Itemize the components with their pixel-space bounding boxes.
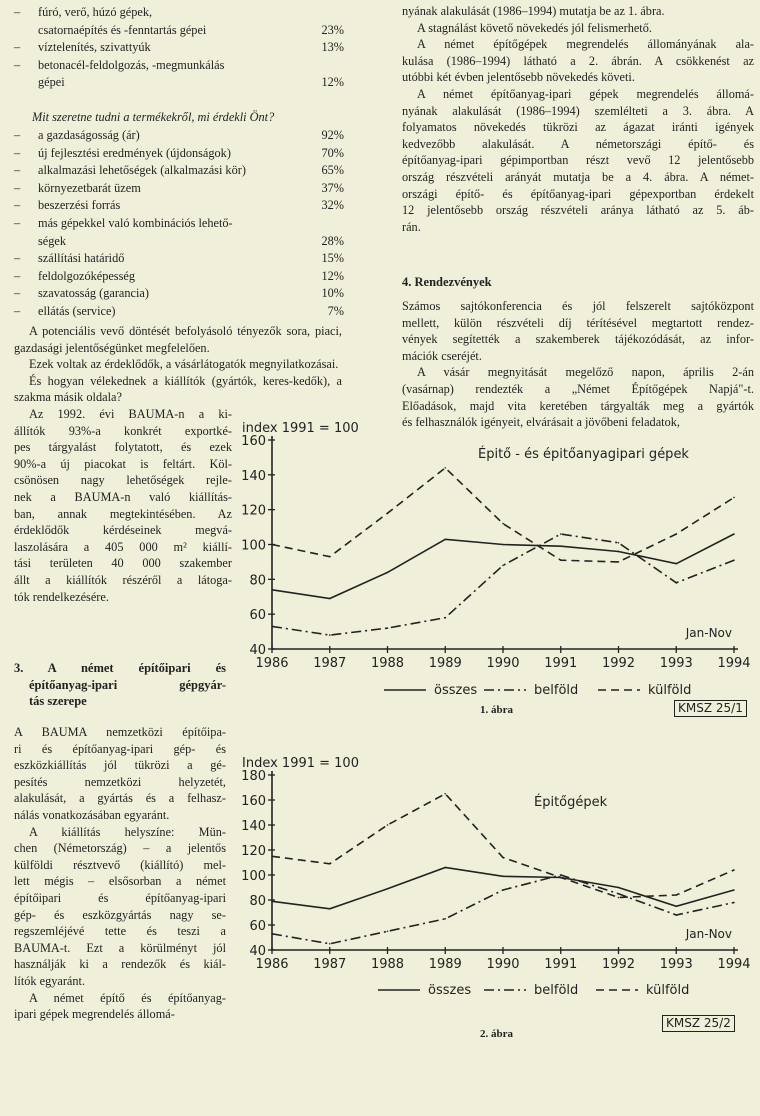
text-line: lítók egyaránt.: [14, 973, 86, 988]
text-line: tás szerepe: [29, 694, 87, 709]
series-line-összes: [272, 868, 734, 909]
data-point: [675, 582, 677, 584]
data-point: [271, 589, 273, 591]
list-dash: –: [14, 180, 21, 195]
data-point: [502, 875, 504, 877]
list-item: [14, 162, 344, 179]
list-item: [14, 180, 344, 197]
text-line: ri és építőanyag-ipari gép- és: [14, 741, 226, 756]
text-line: A vásár megnyitását megelőző napon, április 2-án: [417, 365, 754, 380]
list-item-percent: 12%: [321, 75, 344, 90]
y-tick-label: 80: [249, 573, 266, 589]
text-line: pesítés nemzetközi helyzetét,: [14, 774, 226, 789]
data-point: [560, 877, 562, 879]
data-point: [444, 793, 446, 795]
list-item-percent: 28%: [321, 233, 344, 248]
list-item-percent: 37%: [321, 180, 344, 195]
text-line: mációk cseréjét.: [402, 348, 482, 363]
data-point: [444, 538, 446, 540]
list-dash: –: [14, 198, 21, 213]
text-line: ipari gépek megrendelés állomá-: [14, 1007, 175, 1022]
list-item-percent: 7%: [327, 304, 344, 318]
data-point: [387, 512, 389, 514]
data-point: [675, 894, 677, 896]
chart-2: [238, 742, 760, 1022]
paragraph-text: A potenciális vevő döntését befolyásoló tényezők sora, piaci, gazdasági jelentőségünket megfelelően.: [14, 324, 342, 355]
list-item: [14, 4, 344, 21]
data-point: [444, 617, 446, 619]
text-line: Az 1992. évi BAUMA-n a ki-: [29, 407, 232, 421]
series-line-külföld: [272, 468, 734, 562]
chart-1-caption: 1. ábra: [480, 704, 513, 716]
y-tick-label: 40: [249, 944, 266, 959]
data-point: [618, 887, 620, 889]
x-tick-label: 1992: [601, 656, 636, 671]
text-line: A német építőanyag-ipari gépek megrendelés állomá-: [417, 86, 754, 101]
y-tick-label: 120: [241, 503, 266, 519]
list-item-text: betonacél-feldolgozás, -megmunkálás: [38, 57, 225, 72]
data-point: [560, 559, 562, 561]
list-item: [14, 268, 344, 285]
question-text: Mit szeretne tudni a termékekről, mi érdekli Önt?: [32, 110, 275, 124]
text-line: építőanyag-ipari gépimportban részt vevő 12 jelentősebb: [402, 153, 754, 168]
data-point: [618, 542, 620, 544]
text-line: regszemléjévé tette és teszi a: [14, 924, 226, 939]
list-item: [14, 57, 344, 74]
list-item: [14, 197, 344, 214]
list-dash: –: [14, 163, 21, 178]
chart-1: [238, 412, 760, 712]
list-dash: –: [14, 286, 21, 301]
x-tick-label: 1987: [313, 656, 347, 671]
y-tick-label: 80: [249, 894, 266, 909]
text-line: nek a BAUMA-n való kiállítás-: [14, 489, 232, 504]
y-tick-label: 100: [241, 538, 266, 554]
data-point: [329, 634, 331, 636]
section4-heading: 4. Rendezvények: [402, 275, 492, 289]
data-point: [387, 627, 389, 629]
text-line: nyának alakulását (1986–1994) mutatja be az 1. ábra.: [402, 4, 665, 18]
y-axis-label: Index 1991 = 100: [242, 756, 359, 771]
data-point: [387, 572, 389, 574]
list-item-text: feldolgozóképesség: [38, 268, 135, 283]
data-point: [329, 556, 331, 558]
list-dash: –: [14, 128, 21, 142]
x-tick-label: 1990: [486, 957, 520, 972]
text-line: 90%-a új piacokat is feltárt. Köl-: [14, 456, 232, 471]
data-point: [271, 544, 273, 546]
text-line: Előadások, majd vita keretében tárgyalták meg a gyártók: [402, 398, 754, 413]
text-line: nyának alakulását (1986–1994) szemlélteti a 3. ábra. A: [402, 103, 754, 118]
y-tick-label: 120: [241, 844, 266, 859]
legend-label: külföld: [648, 683, 692, 698]
list-item-percent: 65%: [321, 163, 344, 178]
text-line: eszközkiállítás jól tükrözi a gé-: [14, 758, 226, 773]
list-item: [14, 250, 344, 267]
text-line: gép- és eszközgyártás nagy se-: [14, 907, 226, 922]
data-point: [733, 889, 735, 891]
data-point: [502, 857, 504, 859]
legend-label: összes: [434, 683, 478, 698]
series-line-belföld: [272, 534, 734, 635]
data-point: [329, 863, 331, 865]
list-item-text: ségek: [38, 233, 66, 248]
x-tick-label: 1992: [601, 957, 636, 972]
paragraph-potential-buyer: [14, 323, 342, 406]
list-item-percent: 92%: [321, 128, 344, 142]
text-line: nálás vonatkozásában egyaránt.: [14, 807, 170, 822]
list-item-text: környezetbarát üzem: [38, 180, 141, 195]
y-tick-label: 180: [241, 769, 266, 784]
data-point: [675, 563, 677, 565]
paragraph-text: És hogyan vélekednek a kiállítók (gyártók, keres-kedők), a szakma másik oldala?: [14, 373, 342, 405]
data-point: [329, 943, 331, 945]
list-item: [14, 127, 344, 144]
text-line: 3. A német építőipari és: [14, 661, 226, 675]
series-line-külföld: [272, 794, 734, 898]
text-line: kedvezőbb alakulását. A németországi építő- és: [402, 136, 754, 151]
x-tick-label: 1993: [659, 957, 693, 972]
list-item: [14, 145, 344, 162]
chart-1-badge: KMSZ 25/1: [674, 700, 747, 717]
text-line: vények segítették a szakemberek tájékozódását, az infor-: [402, 332, 754, 347]
data-point: [271, 855, 273, 857]
list-item-percent: 32%: [321, 198, 344, 213]
text-line: állítók 93%-a konkrét exportké-: [14, 423, 232, 438]
text-line: ország részvételi arányát mutatja be a 4. ábra. A német-: [402, 169, 754, 184]
list-dash: –: [14, 57, 21, 72]
list-item-percent: 15%: [321, 251, 344, 266]
x-tick-label: 1986: [255, 957, 289, 972]
x-tick-label: 1991: [544, 957, 578, 972]
data-point: [733, 869, 735, 871]
chart-2-caption: 2. ábra: [480, 1028, 513, 1040]
list-dash: –: [14, 268, 21, 283]
chart-2-badge: KMSZ 25/2: [662, 1015, 735, 1032]
data-point: [444, 918, 446, 920]
x-tick-label: 1987: [313, 957, 347, 972]
legend-label: összes: [428, 983, 472, 998]
list-item-text: víztelenítés, szivattyúk: [38, 40, 151, 55]
x-note: Jan-Nov: [685, 626, 732, 640]
text-line: A BAUMA nemzetközi építőipa-: [14, 725, 226, 739]
data-point: [444, 467, 446, 469]
text-line: A német építő és építőanyag-: [29, 990, 226, 1005]
list-item-text: alkalmazási lehetőségek (alkalmazási kör): [38, 163, 246, 178]
data-point: [733, 559, 735, 561]
data-point: [271, 933, 273, 935]
list-dash: –: [14, 145, 21, 160]
series-line-összes: [272, 534, 734, 599]
y-tick-label: 40: [249, 643, 266, 658]
list-item-percent: 12%: [321, 268, 344, 283]
list-item-text: gépei: [38, 75, 65, 90]
y-tick-label: 100: [241, 869, 266, 884]
list-item: [14, 22, 344, 39]
text-line: országi építő- és építőanyag-ipari gépexportban érdekelt: [402, 186, 754, 201]
y-tick-label: 60: [249, 919, 266, 934]
text-line: folyamatos növekedés tükrözi az ágazat iránti igények: [402, 120, 754, 135]
paragraph-bauma-1992: [14, 406, 232, 605]
x-tick-label: 1994: [717, 957, 751, 972]
list-item-text: ellátás (service): [38, 304, 116, 318]
list-dash: –: [14, 304, 21, 318]
text-line: használják ki a rendezők és kiál-: [14, 957, 226, 972]
data-point: [387, 824, 389, 826]
text-line: kulása (1986–1994) látható a 2. ábrán. A csökkenést az: [402, 53, 754, 68]
list-item-text: a gazdaságosság (ár): [38, 128, 140, 142]
data-point: [502, 544, 504, 546]
text-line: alakulását, a gyártás és a felhasz-: [14, 791, 226, 806]
data-point: [618, 893, 620, 895]
text-line: (vasárnap) rendezték a „Német Építőgépek Napjá"-t.: [402, 381, 754, 396]
legend-label: belföld: [534, 983, 579, 998]
section3-heading: [14, 660, 226, 710]
list-item-percent: 23%: [321, 22, 344, 37]
chart-title: Épitőgépek: [534, 795, 608, 810]
data-point: [502, 889, 504, 891]
text-line: tási területen 40 000 szakember: [14, 556, 232, 571]
list-item-text: új fejlesztési eredmények (újdonságok): [38, 145, 231, 160]
text-line: laszolására a 405 000 m² kiállí-: [14, 539, 232, 554]
x-tick-label: 1991: [544, 656, 578, 671]
data-point: [502, 565, 504, 567]
list-item-percent: 13%: [321, 40, 344, 55]
data-point: [387, 888, 389, 890]
data-point: [502, 523, 504, 525]
list-item-text: szállítási határidő: [38, 251, 125, 266]
legend-label: külföld: [646, 983, 690, 998]
text-line: építőipari és építőanyag-ipari: [14, 890, 226, 905]
list-dash: –: [14, 251, 21, 266]
data-point: [733, 902, 735, 904]
data-point: [271, 626, 273, 628]
text-line: A stagnálást követő növekedés jól felismerhető.: [417, 20, 652, 35]
y-tick-label: 160: [241, 434, 266, 449]
text-line: 12 jelentősebb ország részvételi aránya látható az 5. áb-: [402, 203, 754, 218]
text-line: chen (Németország) – a jelentős: [14, 841, 226, 856]
x-tick-label: 1994: [717, 656, 751, 671]
legend-label: belföld: [534, 683, 579, 698]
data-point: [733, 533, 735, 535]
x-tick-label: 1988: [370, 957, 405, 972]
data-point: [271, 900, 273, 902]
text-line: Számos sajtókonferencia és jól felszerelt sajtóközpont: [402, 299, 754, 313]
text-line: építőanyag-ipari gépgyár-: [29, 677, 226, 692]
text-line: BAUMA-t. Ezt a körülményt jól: [14, 940, 226, 955]
list-item-text: más gépekkel való kombinációs lehető-: [38, 216, 233, 230]
list-item-text: szavatosság (garancia): [38, 286, 149, 301]
text-line: állt a kiállítók részéről a látoga-: [14, 572, 232, 587]
data-point: [675, 533, 677, 535]
x-note: Jan-Nov: [685, 927, 732, 941]
list-item: [14, 39, 344, 56]
paragraph-text: Ezek voltak az érdeklődők, a vásárlátogatók megnyilatkozásai.: [29, 357, 339, 372]
right-paragraphs: [402, 3, 754, 235]
data-point: [675, 905, 677, 907]
list-item: [14, 215, 344, 232]
list-item: [14, 74, 344, 91]
chart-title: Épitő - és épitőanyagipari gépek: [478, 447, 689, 462]
list-dash: –: [14, 5, 21, 19]
text-line: rán.: [402, 219, 421, 234]
text-line: mellett, külön részvételi díj térítésével megtartott rendez-: [402, 315, 754, 330]
y-tick-label: 160: [241, 794, 266, 809]
data-point: [733, 497, 735, 499]
text-line: tók rendelkezésére.: [14, 589, 109, 604]
x-tick-label: 1990: [486, 656, 520, 671]
section3-body: [14, 724, 226, 1023]
list-item-text: csatornaépítés és -fenntartás gépei: [38, 22, 207, 37]
data-point: [675, 914, 677, 916]
data-point: [329, 908, 331, 910]
y-tick-label: 60: [249, 608, 266, 624]
y-axis-label: index 1991 = 100: [242, 421, 359, 436]
text-line: külföldi résztvevő (kiállító) mel-: [14, 857, 226, 872]
list-dash: –: [14, 216, 21, 230]
data-point: [329, 598, 331, 600]
data-point: [444, 867, 446, 869]
x-tick-label: 1993: [659, 656, 693, 671]
data-point: [618, 897, 620, 899]
data-point: [560, 533, 562, 535]
list-item-percent: 10%: [321, 286, 344, 301]
list-item: [14, 233, 344, 250]
text-line: pes tárgyalást folytatott, és ezek: [14, 440, 232, 455]
text-line: érdeklődők kérdéseinek megvá-: [14, 523, 232, 538]
text-line: lett mégis – elsősorban a német: [14, 874, 226, 889]
x-tick-label: 1988: [370, 656, 405, 671]
section4-body: [402, 298, 754, 431]
x-tick-label: 1986: [255, 656, 289, 671]
text-line: utóbbi két évben jelentősebb növekedés követi.: [402, 70, 635, 85]
data-point: [618, 561, 620, 563]
list-item-percent: 70%: [321, 145, 344, 160]
data-point: [618, 551, 620, 553]
text-line: csönösen nagy lehetőségek rejle-: [14, 473, 232, 488]
y-tick-label: 140: [241, 468, 266, 484]
x-tick-label: 1989: [428, 656, 462, 671]
data-point: [560, 874, 562, 876]
series-line-belföld: [272, 875, 734, 944]
y-tick-label: 140: [241, 819, 266, 834]
list-item: [14, 285, 344, 302]
list-item: [14, 303, 344, 320]
list-dash: –: [14, 40, 21, 55]
text-line: és felhasználók igényeit, elvárásait a jövőbeni feladatok,: [402, 415, 680, 430]
list-item-text: beszerzési forrás: [38, 198, 121, 213]
x-tick-label: 1989: [428, 957, 462, 972]
list-item-text: fúró, verő, húzó gépek,: [38, 5, 153, 19]
text-line: A német építőgépek megrendelés állományának ala-: [417, 37, 754, 52]
data-point: [387, 930, 389, 932]
text-line: A kiállítás helyszíne: Mün-: [29, 824, 226, 839]
data-point: [560, 545, 562, 547]
text-line: ban, annak megtekintésében. Az: [14, 506, 232, 521]
